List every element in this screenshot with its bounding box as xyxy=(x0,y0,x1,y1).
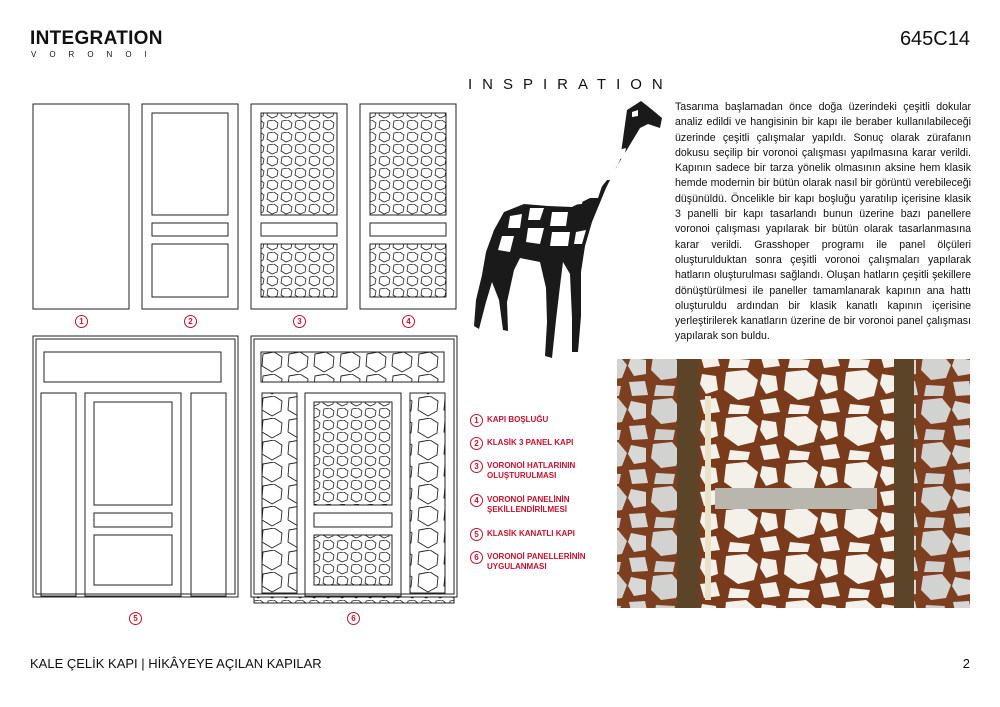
description-paragraph: Tasarıma başlamadan önce doğa üzerindeki çeşitli dokular analiz edildi ve hangisinin bir kapı ile beraber kullanılabileceği üzerinde çeşitli çalışmalar yapıldı. Sonuç olarak zürafanın dokusu seçilip bir voronoi çalışması yapılmasına karar verildi. Kapının sadece bir tarza yönelik olmasının aksine hem klasik hemde modernin bir bütün olarak nasıl bir görüntü verebileceği düşünüldü. Öncelikle bir kapı boşluğu yaratılıp içerisine klasik 3 panelli bir kapı tasarlandı bunun üzerine bazı panellere voronoi çalışması yapılarak bir bütün olarak tasarlanmasına karar verildi. Grasshoper programı ile panel ölçüleri oluşturulduktan sonra çeşitli voronoi çalışmaları yapılarak hatların oluşturulması sağlandı. Oluşan hatların çeşitli şekillere dönüştürülmesi ile paneller tamamlanarak kapının ana hattı oluşturuldu ardından bir klasik kanatlı kapının içerisine yerleştirilerek kanatların üzerine de bir voronoi panel çalışması yapılarak son buldu. xyxy=(675,101,971,343)
legend-label: VORONOİ PANELİNİN ŞEKİLLENDİRİLMESİ xyxy=(487,495,570,514)
drawing-number-6: 6 xyxy=(347,612,360,625)
legend-number: 4 xyxy=(470,494,483,507)
legend-number: 2 xyxy=(470,437,483,450)
door-4-voronoi-panel xyxy=(360,104,456,309)
drawing-number-1: 1 xyxy=(75,315,88,328)
drawing-number-3: 3 xyxy=(293,315,306,328)
drawing-number-2: 2 xyxy=(184,315,197,328)
drawing-number-5: 5 xyxy=(129,612,142,625)
legend-number: 6 xyxy=(470,551,483,564)
door-5-classic-winged xyxy=(33,336,238,597)
legend-label: KLASİK KANATLI KAPI xyxy=(487,529,575,538)
door-6-voronoi-applied xyxy=(251,336,457,603)
drawing-number-4: 4 xyxy=(402,315,415,328)
section-title: INSPIRATION xyxy=(468,76,673,93)
legend-label: KAPI BOŞLUĞU xyxy=(487,415,549,424)
door-render-photo xyxy=(617,359,970,608)
door-2-classic-panel xyxy=(142,104,238,309)
legend-number: 3 xyxy=(470,460,483,473)
door-1-opening xyxy=(33,104,129,309)
footer-title: KALE ÇELİK KAPI | HİKÂYEYE AÇILAN KAPILAR xyxy=(30,656,322,671)
page-title: INTEGRATION xyxy=(30,28,163,49)
door-3-voronoi-lines xyxy=(251,104,347,309)
page-subtitle: VORONOI xyxy=(31,50,160,59)
legend-number: 5 xyxy=(470,528,483,541)
legend-label: VORONOİ PANELLERİNİN UYGULANMASI xyxy=(487,552,586,571)
page-number: 2 xyxy=(962,656,970,671)
project-code: 645C14 xyxy=(899,28,970,50)
legend-label: VORONOİ HATLARININ OLUŞTURULMASI xyxy=(487,461,576,480)
giraffe-illustration xyxy=(474,101,662,358)
legend-label: KLASİK 3 PANEL KAPI xyxy=(487,438,574,447)
legend-number: 1 xyxy=(470,414,483,427)
